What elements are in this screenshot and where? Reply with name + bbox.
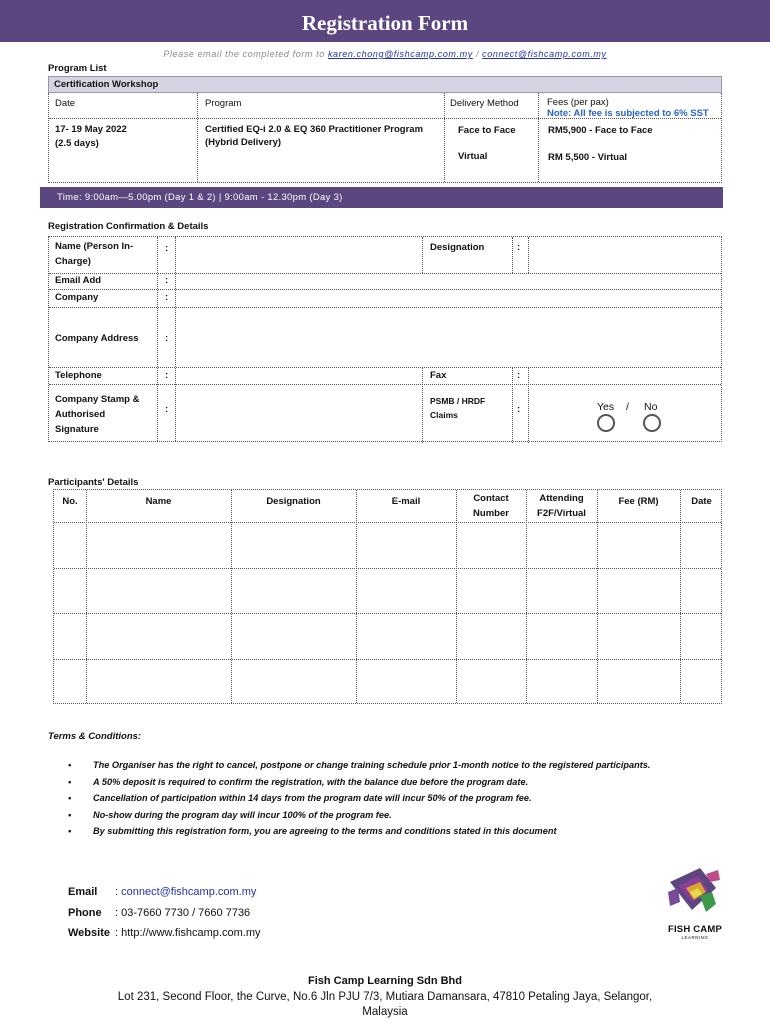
program-list-table	[48, 93, 722, 183]
no-radio[interactable]	[643, 414, 661, 432]
designation-colon: :	[517, 242, 521, 253]
page-title: Registration Form	[0, 0, 770, 42]
name-person-label-1: Name (Person In-	[55, 241, 134, 252]
list-item: • Cancellation of participation within 14 days from the program date will incur 50% of the program fee.	[68, 790, 748, 807]
email-label: Email Add	[55, 275, 102, 286]
email-link-connect[interactable]: connect@fishcamp.com.my	[482, 49, 607, 59]
company-address-colon: :	[165, 333, 169, 344]
program-delivery-type: (Hybrid Delivery)	[205, 137, 282, 148]
table-row[interactable]	[87, 523, 723, 567]
fish-camp-logo	[660, 862, 730, 942]
col-attending-1: Attending	[539, 493, 584, 504]
col-date: Date	[55, 98, 76, 109]
yes-label: Yes	[597, 401, 615, 413]
telephone-input[interactable]	[177, 368, 421, 383]
telephone-label: Telephone	[55, 370, 102, 381]
col-no: No.	[62, 496, 78, 507]
col-contact-2: Number	[473, 508, 509, 519]
contact-website-link[interactable]: : http://www.fishcamp.com.my	[115, 927, 261, 939]
yes-no-slash: /	[626, 401, 629, 413]
email-instruction	[0, 49, 770, 59]
no-label: No	[644, 401, 658, 413]
stamp-label-2: Authorised	[55, 409, 106, 420]
bullet-icon: •	[68, 776, 72, 787]
time-bar: Time: 9:00am—5.00pm (Day 1 & 2) | 9:00am - 12.30pm (Day 3)	[40, 187, 723, 208]
bullet-icon: •	[68, 809, 72, 820]
company-colon: :	[165, 292, 169, 303]
list-item: • The Organiser has the right to cancel, postpone or change training schedule prior 1-month notice to the registered participants.	[68, 757, 748, 774]
contact-phone-label: Phone	[68, 907, 102, 919]
participants-label: Participants' Details	[48, 477, 139, 488]
terms-title: Terms & Conditions:	[48, 731, 142, 742]
logo-sub: LEARNING	[681, 935, 709, 940]
fax-colon: :	[517, 370, 521, 381]
table-row[interactable]	[87, 660, 723, 704]
bullet-icon: •	[68, 760, 72, 770]
telephone-colon: :	[165, 370, 169, 381]
delivery-face-to-face: Face to Face	[458, 125, 516, 136]
footer-company: Fish Camp Learning Sdn Bhd	[307, 975, 462, 987]
col-email: E-mail	[391, 496, 421, 507]
yes-radio[interactable]	[597, 414, 615, 432]
col-program: Program	[205, 98, 242, 109]
col-fee: Fee (RM)	[618, 496, 659, 507]
fish-logo-icon	[660, 862, 730, 924]
company-label: Company	[55, 292, 99, 303]
col-delivery: Delivery Method	[450, 98, 519, 109]
company-address-label: Company Address	[55, 333, 139, 344]
registration-table	[48, 236, 722, 442]
table-row[interactable]	[87, 614, 723, 658]
fee-face-to-face: RM5,900 - Face to Face	[548, 125, 653, 136]
fax-label: Fax	[430, 370, 447, 381]
fax-input[interactable]	[530, 368, 720, 383]
psmb-label-2: Claims	[430, 410, 458, 420]
footer-address: Lot 231, Second Floor, the Curve, No.6 Jln PJU 7/3, Mutiara Damansara, 47810 Petaling Jaya, Selangor, Malaysia	[117, 991, 653, 1018]
program-list-label: Program List	[48, 63, 107, 74]
contact-phone	[68, 907, 250, 919]
name-input[interactable]	[177, 238, 421, 272]
col-fees: Fees (per pax)	[547, 97, 609, 108]
contact-phone-value: : 03-7660 7730 / 7660 7736	[115, 907, 251, 919]
terms-list	[68, 757, 748, 840]
contact-email	[68, 886, 256, 898]
psmb-label-1: PSMB / HRDF	[430, 396, 486, 406]
bullet-icon: •	[68, 793, 72, 803]
stamp-label-1: Company Stamp &	[55, 394, 140, 405]
col-contact-1: Contact	[473, 493, 509, 504]
col-name: Name	[145, 496, 172, 507]
contact-email-label: Email	[68, 886, 98, 898]
name-person-label-2: Charge)	[55, 256, 91, 267]
list-item: • No-show during the program day will incur 100% of the program fee.	[68, 807, 748, 824]
program-name: Certified EQ-i 2.0 & EQ 360 Practitioner Program	[205, 124, 424, 135]
stamp-colon: :	[165, 404, 169, 415]
col-designation: Designation	[266, 496, 321, 507]
workshop-duration: (2.5 days)	[55, 138, 99, 149]
email-link-karen[interactable]: karen.chong@fishcamp.com.my	[327, 49, 473, 59]
list-item: • By submitting this registration form, you are agreeing to the terms and conditions stated in this document	[68, 823, 748, 840]
contact-website-label: Website	[68, 927, 110, 939]
col-date: Date	[691, 496, 712, 507]
table-row[interactable]	[87, 569, 723, 612]
stamp-signature-area[interactable]	[177, 385, 421, 442]
fee-virtual: RM 5,500 - Virtual	[548, 152, 628, 163]
email-separator: /	[475, 49, 480, 59]
delivery-virtual: Virtual	[458, 151, 488, 162]
participants-table	[53, 489, 722, 704]
workshop-date: 17- 19 May 2022	[55, 124, 127, 135]
certification-workshop-header: Certification Workshop	[48, 76, 722, 93]
stamp-label-3: Signature	[55, 424, 99, 435]
email-colon: :	[165, 275, 169, 286]
designation-input[interactable]	[530, 238, 720, 272]
list-item: • A 50% deposit is required to confirm the registration, with the balance due before the program date.	[68, 774, 748, 791]
company-address-input[interactable]	[177, 308, 721, 366]
registration-label: Registration Confirmation & Details	[48, 221, 209, 232]
contact-website	[68, 927, 260, 939]
contact-email-link[interactable]: : connect@fishcamp.com.my	[115, 886, 257, 898]
fee-note: Note: All fee is subjected to 6% SST	[547, 108, 709, 119]
logo-name: FISH CAMP	[667, 924, 723, 935]
company-input[interactable]	[177, 290, 721, 306]
col-attending-2: F2F/Virtual	[537, 508, 586, 519]
email-input[interactable]	[177, 274, 721, 288]
psmb-colon: :	[517, 404, 521, 415]
bullet-icon: •	[68, 826, 72, 836]
designation-label: Designation	[430, 242, 485, 253]
name-colon: :	[165, 243, 169, 254]
email-instruction-text: Please email the completed form to	[163, 49, 325, 59]
